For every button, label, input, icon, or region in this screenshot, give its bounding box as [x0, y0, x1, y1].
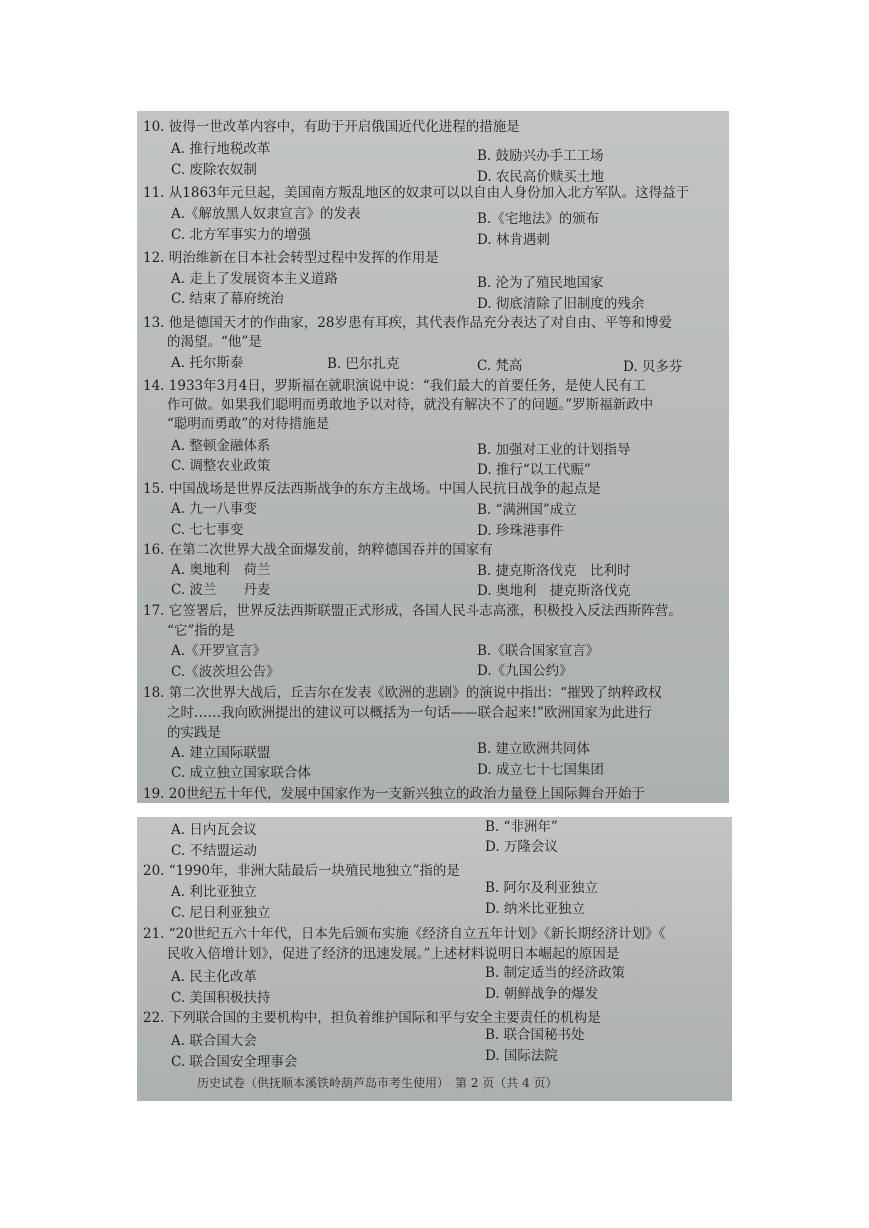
question-10-option-d: D. 农民高价赎买土地 [477, 169, 604, 185]
question-13-option-b: B. 巴尔扎克 [327, 356, 400, 372]
question-18-stem-line-3: 的实践是 [167, 725, 221, 741]
question-22-option-a: A. 联合国大会 [171, 1033, 257, 1049]
question-21-option-c: C. 美国积极扶持 [171, 990, 271, 1006]
question-19-option-d: D. 万隆会议 [485, 839, 558, 855]
question-17-option-b: B.《联合国家宣言》 [477, 643, 600, 659]
question-18-option-d: D. 成立七十七国集团 [477, 762, 604, 778]
question-11-option-b: B.《宅地法》的颁布 [477, 211, 600, 227]
question-19-option-b: B. “非洲年” [485, 819, 558, 835]
question-13-option-c: C. 梵高 [477, 358, 523, 374]
question-21-option-a: A. 民主化改革 [171, 969, 257, 985]
question-22-option-d: D. 国际法院 [485, 1048, 558, 1064]
question-21-option-b: B. 制定适当的经济政策 [485, 965, 626, 981]
question-16-option-c: C. 波兰 丹麦 [171, 582, 271, 598]
question-16-stem: 16. 在第二次世界大战全面爆发前，纳粹德国吞并的国家有 [143, 542, 493, 558]
question-12-option-a: A. 走上了发展资本主义道路 [171, 271, 338, 287]
question-17-option-d: D.《九国公约》 [477, 663, 573, 679]
question-18-stem: 18. 第二次世界大战后，丘吉尔在发表《欧洲的悲剧》的演说中指出：“摧毁了纳粹政权 [143, 685, 662, 701]
question-13-stem: 13. 他是德国天才的作曲家，28岁患有耳疾，其代表作品充分表达了对自由、平等和博爱 [143, 315, 672, 331]
question-16-option-b: B. 捷克斯洛伐克 比利时 [477, 563, 631, 579]
question-14-stem-line-3: “聪明而勇敢”的对待措施是 [167, 416, 330, 432]
question-22-stem: 22. 下列联合国的主要机构中，担负着维护国际和平与安全主要责任的机构是 [143, 1010, 601, 1026]
question-14-option-a: A. 整顿金融体系 [171, 438, 271, 454]
question-11-option-c: C. 北方军事实力的增强 [171, 227, 311, 243]
question-16-option-d: D. 奥地利 捷克斯洛伐克 [477, 583, 631, 599]
question-17-stem: 17. 它签署后，世界反法西斯联盟正式形成，各国人民斗志高涨，积极投入反法西斯阵营。 [143, 603, 682, 619]
question-11-stem: 11. 从1863年元旦起，美国南方叛乱地区的奴隶可以以自由人身份加入北方军队。这得益于 [143, 185, 690, 201]
question-15-option-d: D. 珍珠港事件 [477, 523, 564, 539]
question-18-stem-line-2: 之时……我向欧洲提出的建议可以概括为一句话——联合起来!”欧洲国家为此进行 [167, 705, 652, 721]
question-10-option-b: B. 鼓励兴办手工工场 [477, 148, 604, 164]
page-footer: 历史试卷（供抚顺本溪铁岭葫芦岛市考生使用） 第 2 页（共 4 页） [197, 1076, 558, 1090]
question-10-stem: 10. 彼得一世改革内容中，有助于开启俄国近代化进程的措施是 [143, 119, 520, 135]
question-19-option-c: C. 不结盟运动 [171, 843, 257, 859]
question-18-option-c: C. 成立独立国家联合体 [171, 765, 311, 781]
exam-page-photo-top [137, 111, 729, 803]
question-12-option-c: C. 结束了幕府统治 [171, 291, 284, 307]
question-15-stem: 15. 中国战场是世界反法西斯战争的东方主战场。中国人民抗日战争的起点是 [143, 481, 601, 497]
question-10-option-a: A. 推行地税改革 [171, 141, 271, 157]
question-15-option-a: A. 九一八事变 [171, 501, 257, 517]
question-14-stem-line-2: 作可做。如果我们聪明而勇敢地予以对待，就没有解决不了的问题。”罗斯福新政中 [167, 397, 654, 413]
question-19-option-a: A. 日内瓦会议 [171, 822, 257, 838]
question-14-option-d: D. 推行“以工代赈” [477, 462, 591, 478]
question-22-option-c: C. 联合国安全理事会 [171, 1054, 298, 1070]
question-12-option-b: B. 沦为了殖民地国家 [477, 275, 604, 291]
question-17-option-c: C.《波茨坦公告》 [171, 664, 280, 680]
question-12-option-d: D. 彻底清除了旧制度的残余 [477, 296, 645, 312]
question-20-option-a: A. 利比亚独立 [171, 884, 257, 900]
question-15-option-b: B. “满洲国”成立 [477, 502, 577, 518]
question-17-stem-line-2: “它”指的是 [167, 623, 235, 639]
question-21-stem-line-2: 民收入倍增计划》，促进了经济的迅速发展。”上述材料说明日本崛起的原因是 [167, 946, 620, 962]
question-13-stem-line-2: 的渴望。“他”是 [167, 334, 262, 350]
question-19-stem: 19. 20世纪五十年代，发展中国家作为一支新兴独立的政治力量登上国际舞台开始于 [143, 786, 645, 802]
question-14-stem: 14. 1933年3月4日，罗斯福在就职演说中说：“我们最大的首要任务，是使人民有工 [143, 378, 646, 394]
question-20-option-c: C. 尼日利亚独立 [171, 905, 271, 921]
question-20-option-b: B. 阿尔及利亚独立 [485, 880, 599, 896]
question-22-option-b: B. 联合国秘书处 [485, 1027, 585, 1043]
question-14-option-c: C. 调整农业政策 [171, 458, 271, 474]
question-10-option-c: C. 废除农奴制 [171, 162, 257, 178]
question-17-option-a: A.《开罗宣言》 [171, 643, 267, 659]
question-13-option-a: A. 托尔斯泰 [171, 355, 244, 371]
question-18-option-b: B. 建立欧洲共同体 [477, 741, 591, 757]
question-18-option-a: A. 建立国际联盟 [171, 745, 271, 761]
question-16-option-a: A. 奥地利 荷兰 [171, 562, 271, 578]
question-20-stem: 20. “1990年，非洲大陆最后一块殖民地独立”指的是 [143, 863, 460, 879]
question-21-stem: 21. “20世纪五六十年代，日本先后颁布实施《经济自立五年计划》《新长期经济计划》《 [143, 926, 666, 942]
question-12-stem: 12. 明治维新在日本社会转型过程中发挥的作用是 [143, 250, 439, 266]
question-21-option-d: D. 朝鲜战争的爆发 [485, 986, 599, 1002]
exam-page-photo-bottom [137, 817, 732, 1101]
question-14-option-b: B. 加强对工业的计划指导 [477, 442, 631, 458]
question-15-option-c: C. 七七事变 [171, 522, 244, 538]
question-11-option-d: D. 林肯遇刺 [477, 232, 550, 248]
question-20-option-d: D. 纳米比亚独立 [485, 901, 585, 917]
question-13-option-d: D. 贝多芬 [623, 359, 683, 375]
question-11-option-a: A.《解放黑人奴隶宣言》的发表 [171, 206, 361, 222]
